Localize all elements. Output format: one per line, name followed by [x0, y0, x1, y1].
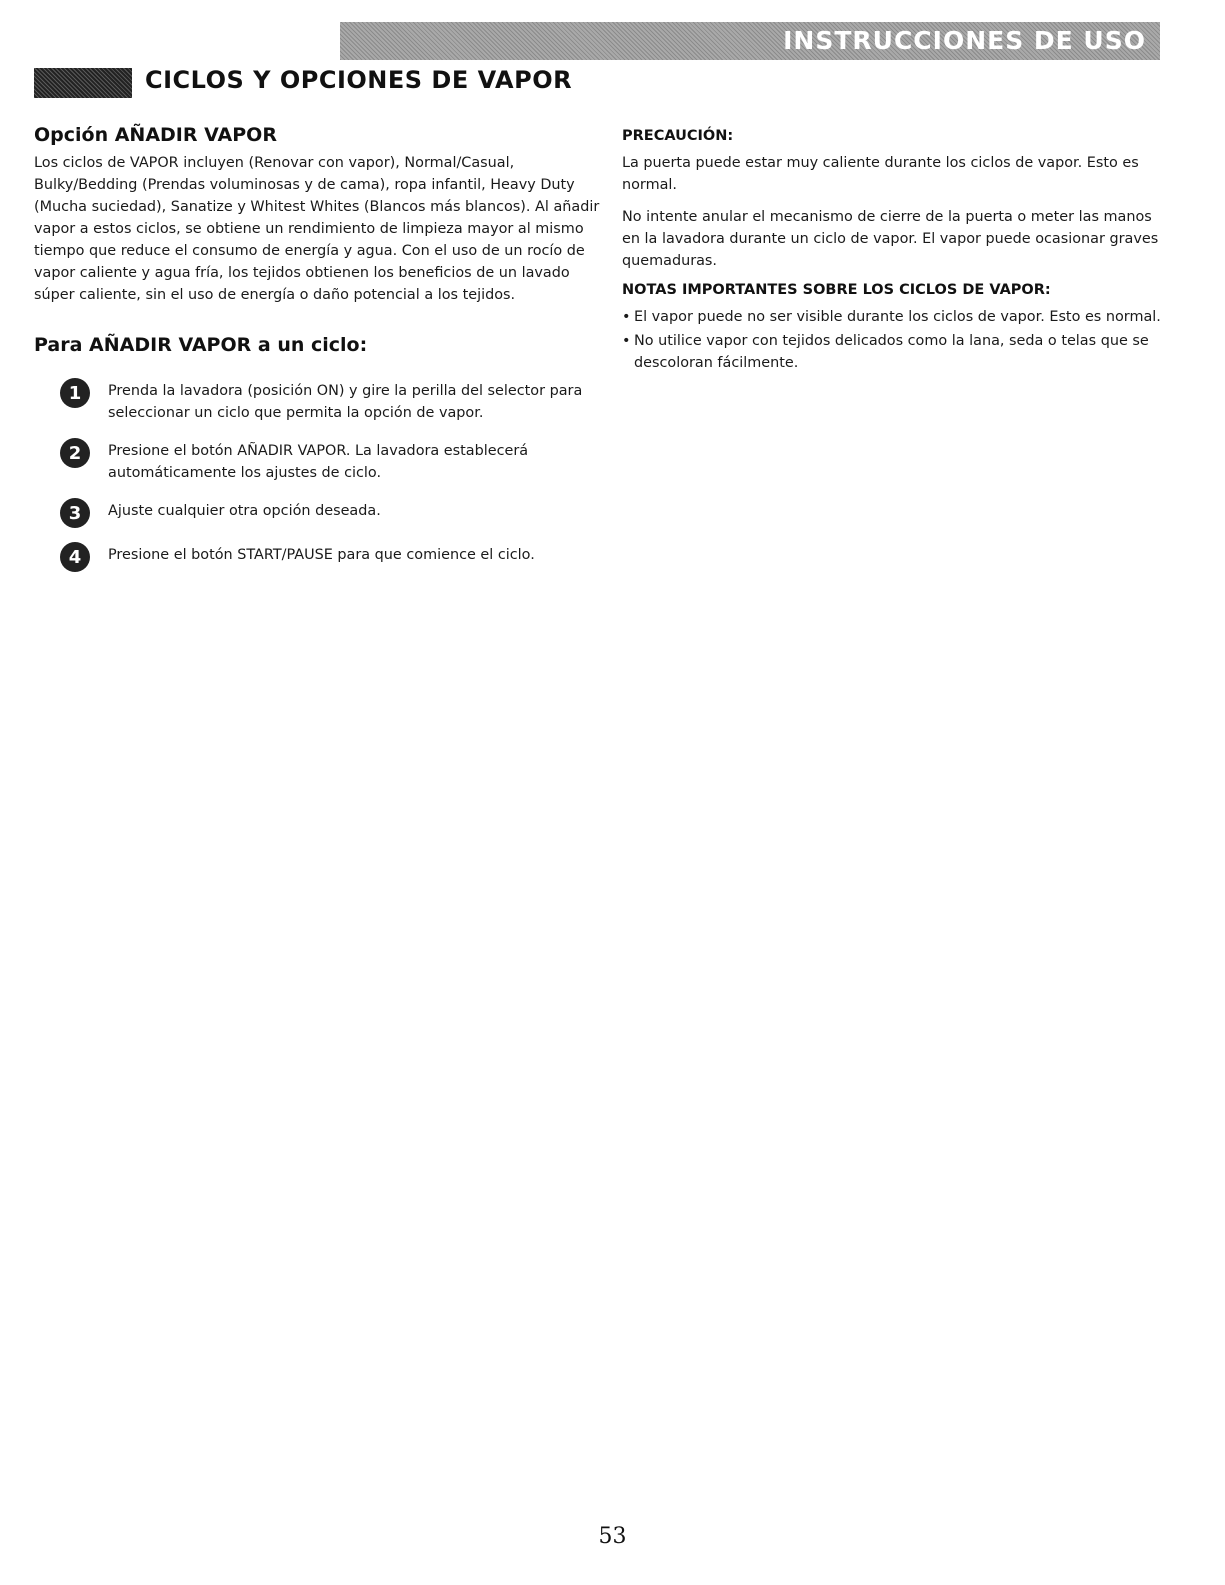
- step-item: [34, 500, 604, 528]
- note-item: [622, 330, 1162, 374]
- step-item: [34, 380, 604, 424]
- step-text: Presione el botón START/PAUSE para que comience el ciclo.: [108, 547, 535, 563]
- step-item: [34, 544, 604, 572]
- notes-list: [622, 306, 1162, 374]
- header-banner: [340, 22, 1160, 60]
- step-text: Presione el botón AÑADIR VAPOR. La lavadora establecerá automáticamente los ajustes de ciclo.: [108, 443, 529, 481]
- step-number-badge: 4: [60, 542, 90, 572]
- bullet-icon: •: [622, 309, 631, 325]
- step-text: Prenda la lavadora (posición ON) y gire la perilla del selector para seleccionar un ciclo que permita la opción de vapor.: [108, 383, 583, 421]
- step-item: [34, 440, 604, 484]
- step-text: Ajuste cualquier otra opción deseada.: [108, 503, 381, 519]
- steps-heading: Para AÑADIR VAPOR a un ciclo:: [34, 334, 368, 356]
- option-heading: Opción AÑADIR VAPOR: [34, 124, 277, 146]
- note-text: El vapor puede no ser visible durante los ciclos de vapor. Esto es normal.: [634, 309, 1161, 325]
- step-number-badge: 1: [60, 378, 90, 408]
- caution-paragraph: No intente anular el mecanismo de cierre de la puerta o meter las manos en la lavadora durante un ciclo de vapor. El vapor puede ocasionar graves quemaduras.: [622, 209, 1159, 269]
- header-title: INSTRUCCIONES DE USO: [783, 26, 1146, 55]
- section-title: CICLOS Y OPCIONES DE VAPOR: [145, 66, 573, 94]
- step-number-badge: 3: [60, 498, 90, 528]
- section-marker: [34, 68, 132, 98]
- step-number-badge: 2: [60, 438, 90, 468]
- caution-paragraph: La puerta puede estar muy caliente durante los ciclos de vapor. Esto es normal.: [622, 155, 1139, 193]
- note-item: [622, 306, 1162, 328]
- option-description: Los ciclos de VAPOR incluyen (Renovar con vapor), Normal/Casual, Bulky/Bedding (Prendas voluminosas y de cama), ropa infantil, Heavy Duty (Mucha suciedad), Sanatize y Whitest Whites (Blancos más blancos). Al añadir vapor a estos ciclos, se obtiene un rendimiento de limpieza mayor al mismo tiempo que reduce el consumo de energía y agua. Con el uso de un rocío de vapor caliente y agua fría, los tejidos obtienen los beneficios de un lavado súper caliente, sin el uso de energía o daño potencial a los tejidos.: [34, 155, 600, 303]
- right-column: [622, 128, 1162, 376]
- note-text: No utilice vapor con tejidos delicados como la lana, seda o telas que se descoloran fácilmente.: [634, 333, 1149, 371]
- left-column: [34, 124, 604, 588]
- caution-heading: PRECAUCIÓN:: [622, 128, 734, 144]
- bullet-icon: •: [622, 333, 631, 349]
- page-number: 53: [598, 1524, 627, 1549]
- notes-heading: NOTAS IMPORTANTES SOBRE LOS CICLOS DE VAPOR:: [622, 282, 1051, 298]
- steps-list: [34, 380, 604, 572]
